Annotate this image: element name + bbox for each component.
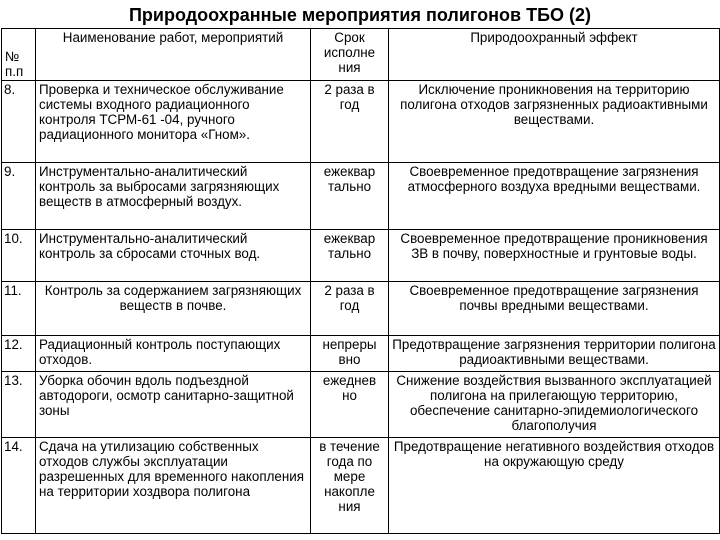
row-work: Проверка и техническое обслуживание системы входного радиационного контроля ТСРМ-61 -04, ручного радиационного монитора «Гном». (36, 81, 311, 163)
row-work: Инструментально-аналитический контроль за выбросами загрязняющих веществ в атмосферный воздух. (36, 163, 311, 230)
row-effect: Своевременное предотвращение загрязнения почвы вредными веществами. (389, 282, 720, 336)
table-row (2, 438, 720, 534)
table-row (2, 336, 720, 372)
table-row (2, 282, 720, 336)
row-term: 2 раза в год (311, 282, 389, 336)
row-term: в течение года по мере накопле ния (311, 438, 389, 534)
row-work: Контроль за содержанием загрязняющих веществ в почве. (36, 282, 311, 336)
row-num: 14. (2, 438, 36, 534)
row-num: 11. (2, 282, 36, 336)
row-work: Уборка обочин вдоль подъездной автодороги, осмотр санитарно-защитной зоны (36, 372, 311, 438)
table-row (2, 372, 720, 438)
row-effect: Исключение проникновения на территорию полигона отходов загрязненных радиоактивными веществами. (389, 81, 720, 163)
measures-table (1, 28, 720, 534)
header-effect: Природоохранный эффект (389, 29, 720, 81)
row-term: ежеднев но (311, 372, 389, 438)
row-effect: Предотвращение загрязнения территории полигона радиоактивными веществами. (389, 336, 720, 372)
page-title: Природоохранные мероприятия полигонов ТБО (2) (128, 5, 592, 25)
table-row (2, 163, 720, 230)
row-num: 10. (2, 230, 36, 282)
row-effect: Своевременное предотвращение загрязнения атмосферного воздуха вредными веществами. (389, 163, 720, 230)
table-row (2, 81, 720, 163)
row-num: 12. (2, 336, 36, 372)
row-num: 13. (2, 372, 36, 438)
header-work: Наименование работ, мероприятий (36, 29, 311, 81)
table-row (2, 230, 720, 282)
row-work: Сдача на утилизацию собственных отходов службы эксплуатации разрешенных для временного накопления на территории хоздвора полигона (36, 438, 311, 534)
row-num: 9. (2, 163, 36, 230)
row-num: 8. (2, 81, 36, 163)
header-term: Срок исполне ния (311, 29, 389, 81)
row-term: 2 раза в год (311, 81, 389, 163)
row-effect: Своевременное предотвращение проникновения ЗВ в почву, поверхностные и грунтовые воды. (389, 230, 720, 282)
row-effect: Предотвращение негативного воздействия отходов на окружающую среду (389, 438, 720, 534)
row-work: Радиационный контроль поступающих отходов. (36, 336, 311, 372)
row-term: непреры вно (311, 336, 389, 372)
row-term: ежеквар тально (311, 163, 389, 230)
row-term: ежеквар тально (311, 230, 389, 282)
row-effect: Снижение воздействия вызванного эксплуатацией полигона на прилегающую территорию, обеспечение санитарно-эпидемиологического благополучия (389, 372, 720, 438)
header-num: № п.п (2, 29, 36, 81)
row-work: Инструментально-аналитический контроль за сбросами сточных вод. (36, 230, 311, 282)
table-header-row (2, 29, 720, 81)
